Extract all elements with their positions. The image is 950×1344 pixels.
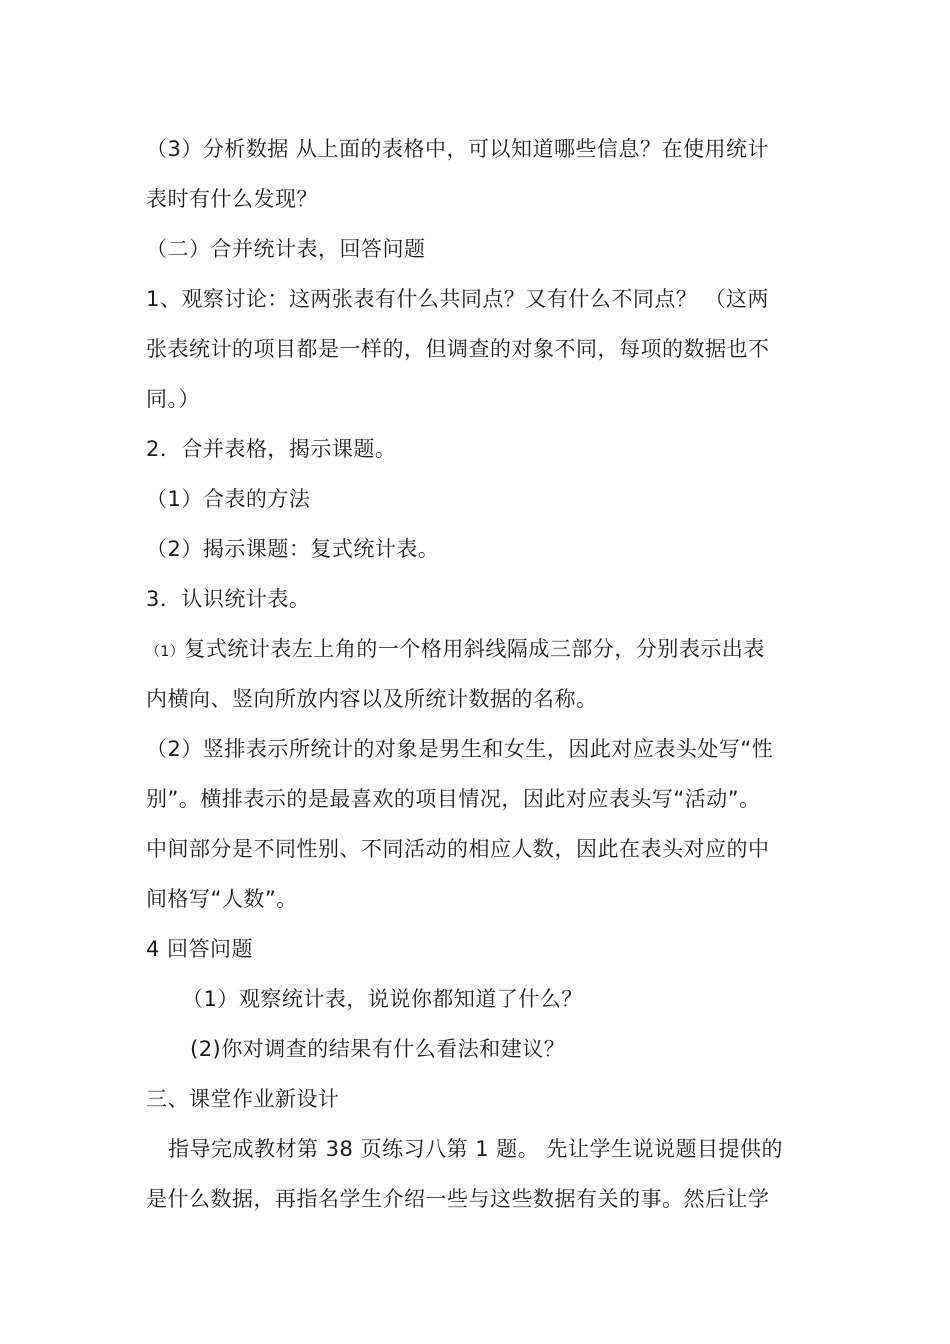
paragraph-line: 指导完成教材第 38 页练习八第 1 题。 先让学生说说题目提供的 bbox=[168, 1137, 783, 1161]
list-item: (2)你对调查的结果有什么看法和建议？ bbox=[190, 1037, 566, 1061]
paragraph-line: 内横向、竖向所放内容以及所统计数据的名称。 bbox=[146, 687, 598, 711]
paragraph-line: 同。） bbox=[146, 387, 200, 411]
paragraph-line: 间格写“人数”。 bbox=[146, 887, 298, 911]
paragraph-line: 表时有什么发现？ bbox=[146, 187, 318, 211]
paragraph-line: 是什么数据，再指名学生介绍一些与这些数据有关的事。然后让学 bbox=[146, 1187, 770, 1211]
list-item: 2．合并表格，揭示课题。 bbox=[146, 437, 397, 461]
list-item: （1）观察统计表，说说你都知道了什么？ bbox=[182, 987, 583, 1011]
paragraph-line: 张表统计的项目都是一样的，但调查的对象不同，每项的数据也不 bbox=[146, 337, 770, 361]
list-item: （1）合表的方法 bbox=[146, 487, 311, 511]
section-heading: （二）合并统计表，回答问题 bbox=[146, 237, 426, 261]
paragraph-line: 中间部分是不同性别、不同活动的相应人数，因此在表头对应的中 bbox=[146, 837, 770, 861]
paragraph-line: 1、观察讨论：这两张表有什么共同点？又有什么不同点？ （这两 bbox=[146, 287, 770, 311]
list-item: 3．认识统计表。 bbox=[146, 587, 311, 611]
list-item: 4 回答问题 bbox=[146, 937, 254, 961]
item-text: 复式统计表左上角的一个格用斜线隔成三部分，分别表示出表 bbox=[184, 637, 765, 661]
paragraph-line: 别”。横排表示的是最喜欢的项目情况，因此对应表头写“活动”。 bbox=[146, 787, 761, 811]
paragraph-line: （3）分析数据 从上面的表格中，可以知道哪些信息？在使用统计 bbox=[146, 137, 770, 161]
paragraph-line: （2）竖排表示所统计的对象是男生和女生，因此对应表头处写“性 bbox=[146, 737, 774, 761]
item-number: （1） bbox=[146, 644, 185, 660]
paragraph-line bbox=[146, 634, 765, 667]
list-item: （2）揭示课题：复式统计表。 bbox=[146, 537, 440, 561]
section-heading: 三、课堂作业新设计 bbox=[146, 1087, 340, 1111]
